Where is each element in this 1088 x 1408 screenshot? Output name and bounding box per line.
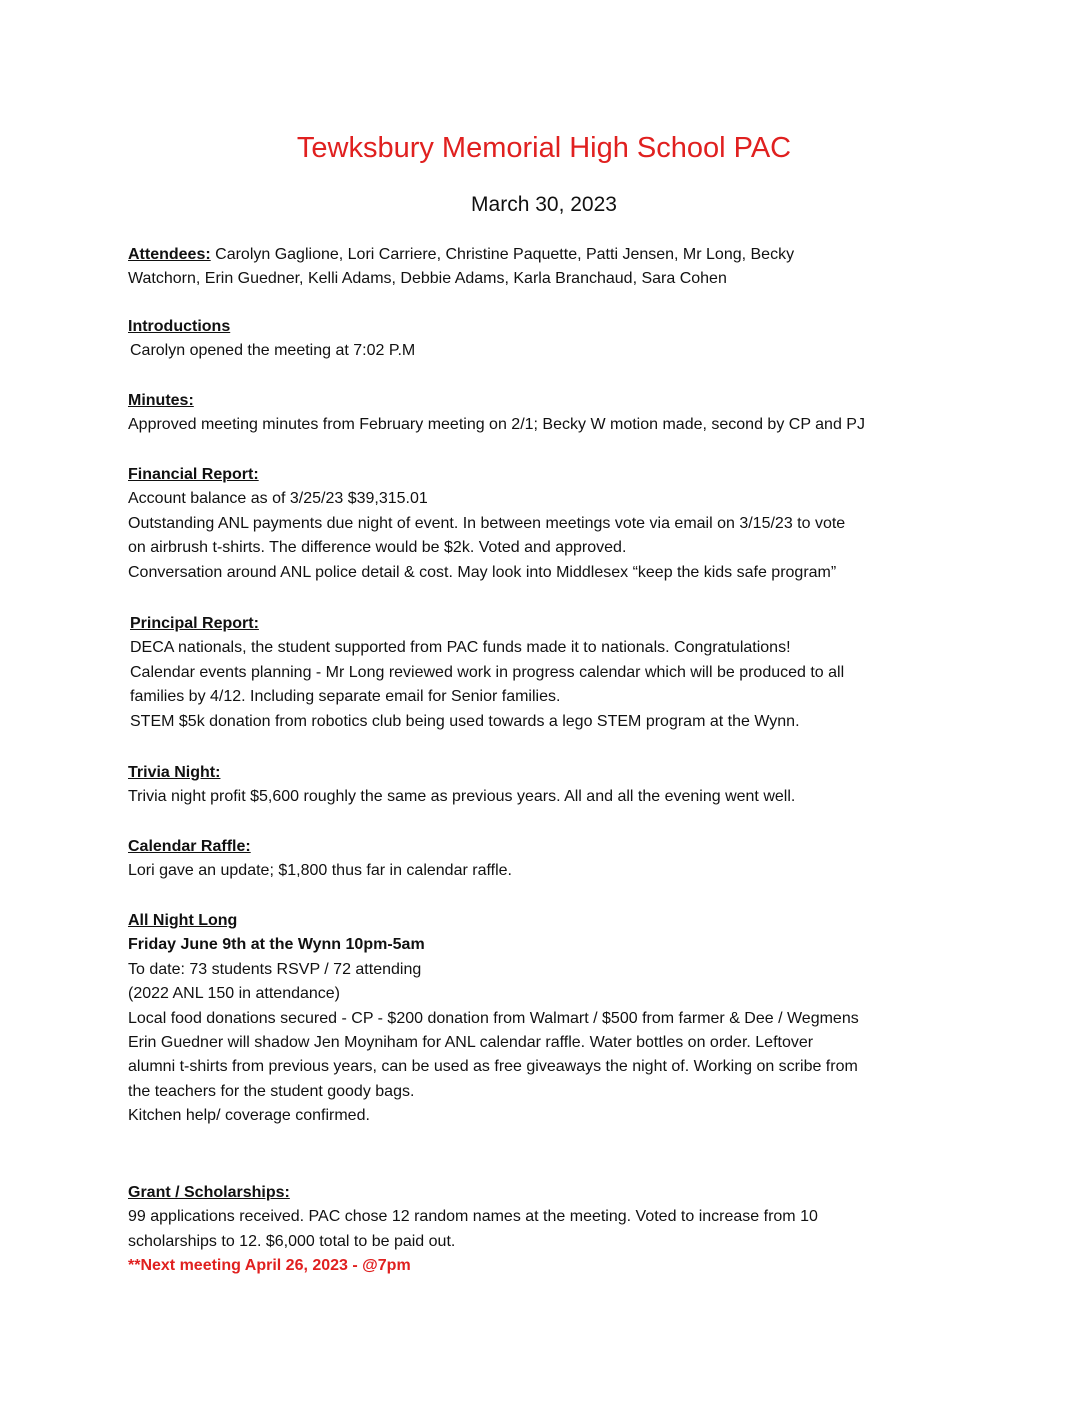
all-night-line: (2022 ANL 150 in attendance) <box>128 985 341 1003</box>
document-title: Tewksbury Memorial High School PAC <box>296 132 792 164</box>
principal-line: Calendar events planning - Mr Long reviewed work in progress calendar which will be produced to all <box>130 663 845 681</box>
raffle-line: Lori gave an update; $1,800 thus far in calendar raffle. <box>128 862 512 880</box>
next-meeting-notice: **Next meeting April 26, 2023 - @7pm <box>128 1257 411 1275</box>
all-night-line: Erin Guedner will shadow Jen Moyniham for ANL calendar raffle. Water bottles on order. Leftover <box>128 1034 814 1052</box>
financial-line: Account balance as of 3/25/23 $39,315.01 <box>128 490 428 508</box>
all-night-line: alumni t-shirts from previous years, can be used as free giveaways the night of. Working on scribe from <box>128 1058 858 1076</box>
raffle-heading: Calendar Raffle: <box>128 838 251 855</box>
grant-line: scholarships to 12. $6,000 total to be paid out. <box>128 1232 456 1250</box>
all-night-long-section <box>128 909 968 1129</box>
trivia-line: Trivia night profit $5,600 roughly the same as previous years. All and all the evening went well. <box>128 788 796 806</box>
introductions-line: Carolyn opened the meeting at 7:02 P.M <box>130 342 416 360</box>
principal-line: DECA nationals, the student supported from PAC funds made it to nationals. Congratulations! <box>130 639 791 657</box>
grant-heading: Grant / Scholarships: <box>128 1184 290 1201</box>
trivia-heading: Trivia Night: <box>128 764 221 781</box>
financial-line: on airbrush t-shirts. The difference would be $2k. Voted and approved. <box>128 539 627 557</box>
grant-line: 99 applications received. PAC chose 12 random names at the meeting. Voted to increase from 10 <box>128 1208 818 1226</box>
financial-line: Outstanding ANL payments due night of event. In between meetings vote via email on 3/15/23 to vote <box>128 514 846 532</box>
all-night-line: Local food donations secured - CP - $200 donation from Walmart / $500 from farmer & Dee / Wegmens <box>128 1009 859 1027</box>
minutes-heading: Minutes: <box>128 392 194 409</box>
financial-heading: Financial Report: <box>128 466 259 483</box>
grant-section <box>128 1181 968 1279</box>
principal-section <box>128 612 968 734</box>
principal-line: families by 4/12. Including separate email for Senior families. <box>130 688 561 706</box>
principal-line: STEM $5k donation from robotics club being used towards a lego STEM program at the Wynn. <box>130 712 800 730</box>
attendees-heading: Attendees: <box>128 246 211 263</box>
attendees-section <box>128 243 968 292</box>
all-night-subheading: Friday June 9th at the Wynn 10pm-5am <box>128 936 425 954</box>
all-night-line: To date: 73 students RSVP / 72 attending <box>128 960 422 978</box>
minutes-line: Approved meeting minutes from February meeting on 2/1; Becky W motion made, second by CP and PJ <box>128 416 865 434</box>
trivia-section <box>128 761 968 810</box>
minutes-section <box>128 389 968 438</box>
financial-line: Conversation around ANL police detail & cost. May look into Middlesex “keep the kids safe program” <box>128 563 837 581</box>
principal-heading: Principal Report: <box>130 615 259 632</box>
raffle-section <box>128 835 968 884</box>
all-night-line: Kitchen help/ coverage confirmed. <box>128 1107 370 1125</box>
financial-section <box>128 463 968 585</box>
introductions-heading: Introductions <box>128 318 231 335</box>
introductions-section <box>128 315 968 364</box>
attendees-line: Watchorn, Erin Guedner, Kelli Adams, Debbie Adams, Karla Branchaud, Sara Cohen <box>128 270 727 288</box>
all-night-heading: All Night Long <box>128 912 238 929</box>
meeting-date: March 30, 2023 <box>471 193 617 216</box>
all-night-line: the teachers for the student goody bags. <box>128 1082 415 1100</box>
attendees-line: Carolyn Gaglione, Lori Carriere, Christine Paquette, Patti Jensen, Mr Long, Becky <box>210 246 795 263</box>
